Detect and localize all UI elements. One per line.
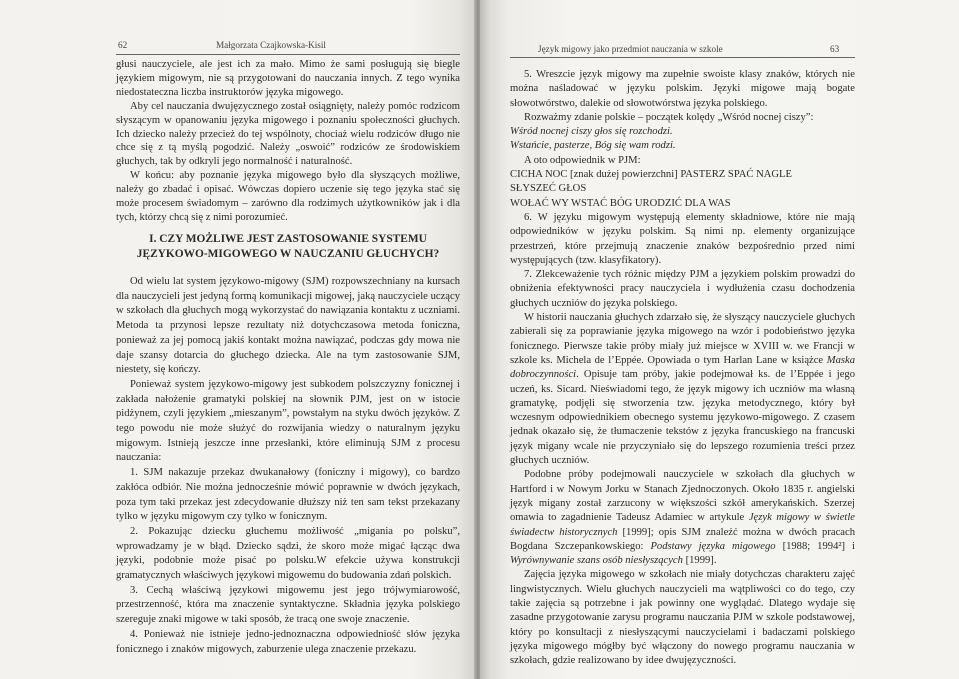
paragraph-text: [1988; 1994²] i (782, 540, 855, 552)
pjm-gloss-line: SŁYSZEĆ GŁOS (510, 183, 587, 195)
book-title: Wyrównywanie szans osób niesłyszących (510, 555, 683, 567)
book-title: Podstawy języka migowego (650, 540, 776, 552)
intro-paragraph: Aby cel nauczania dwujęzycznego został osiągnięty, należy pomóc rodzicom słyszącym w opanowaniu języka migowego i poznaniu społeczności głuchych. Ich dziecko należy przecież do tej wspólnoty, chociaż wielu rodziców długo nie chce się z tą myślą pogodzić. Należy „oswoić” rodziców ze środowiskiem głuchych, tak by odkryli jego normalność i naturalność. (116, 100, 460, 168)
pjm-intro: A oto odpowiednik w PJM: (524, 154, 641, 166)
header-rule-left (116, 54, 460, 55)
section-heading (116, 232, 460, 262)
running-head-left: Małgorzata Czajkowska-Kisil (216, 40, 326, 50)
paragraph-text: Podobne próby podejmowali nauczyciele w szkołach dla głuchych w Hartford i w Nowym Jorku w Stanach Zjednoczonych. Około 1835 r. angielski język migany został zarzucony w większości szkół amerykańskich. Szerzej omawia to zagadnienie Tadeusz Adamiec w artykule (510, 469, 855, 524)
book-title: Maska dobroczynności (510, 354, 855, 381)
intro-paragraph: W końcu: aby poznanie języka migowego było dla słyszących możliwe, należy go zbadać i opisać. Wówczas dopiero uczenie się tego języka stać się może procesem świadomym – zarówno dla rodzimych użytkowników jak i dla tych, którzy chcą się z nimi porozumieć. (116, 170, 460, 223)
list-item: 3. Cechą właściwą językowi migowemu jest jego trójwymiarowość, przestrzenność, która ma znaczenie syntaktyczne. Składnia języka polskiego szereguje znaki migowe w taki sposób, że tracą one swoje znaczenie. (116, 584, 460, 626)
section-body (116, 275, 460, 657)
right-page (480, 0, 959, 679)
list-item: 7. Zlekceważenie tych różnic między PJM a językiem polskim prowadzi do obniżenia efektywności pracy nauczyciela i wydłużenia czasu dochodzenia głuchych uczniów do języka polskiego. (510, 269, 855, 309)
list-item: 5. Wreszcie język migowy ma zupełnie swoiste klasy znaków, których nie można naśladować w języku polskim. Języki migowe mają bogate słowotwórstwo, dalekie od słowotwórstwa języka polskiego. (510, 69, 855, 109)
list-item: 6. W języku migowym występują elementy składniowe, które nie mają odpowiedników w języku polskim. Są nimi np. elementy organizujące przestrzeń, które przejmują znaczenie znaków bezpośrednio przed nimi występujących (tzw. klasyfikatory). (510, 211, 855, 266)
section-heading-line-1: I. CZY MOŻLIWE JEST ZASTOSOWANIE SYSTEMU (149, 233, 427, 245)
body-paragraph: Od wielu lat system językowo-migowy (SJM) rozpowszechniany na kursach dla nauczycieli jest jedyną formą komunikacji migowej, jaką nauczyciele uczący w szkołach dla głuchych mogą wykorzystać do nawiązania kontaktu z uczniami. Metoda ta przynosi lepsze rezultaty niż dotychczasowa metoda foniczna, ponieważ za jej pomocą jakiś kontakt można nawiązać, podczas gdy mowa nie daje szansy dotarcia do głuchego dziecka. Ale na tym zastosowanie SJM, niestety, się kończy. (116, 276, 460, 376)
list-item-continued: Rozważmy zdanie polskie – początek kolędy „Wśród nocnej ciszy”: (524, 111, 814, 123)
running-head-right: Język migowy jako przedmiot nauczania w szkole (538, 44, 723, 54)
paragraph-text: [1999]. (685, 555, 717, 567)
carol-line: Wstańcie, pasterze, Bóg się wam rodzi. (510, 140, 676, 152)
pjm-gloss-line: CICHA NOC [znak dużej powierzchni] PASTERZ SPAĆ NAGLE (510, 169, 792, 181)
paragraph-text: [1999]; opis SJM znaleźć można w dwóch pracach Bogdana Szczepankowskiego: (510, 526, 855, 552)
list-item: 2. Pokazując dziecku głuchemu możliwość „migania po polsku”, wprowadzamy je w błąd. Dziecko sądzi, że skoro może migać łącząc dwa języki, podobnie może pisać po polsku.W efekcie używa konstrukcji gramatycznych właściwych językowi migowemu do budowania zdań polskich. (116, 525, 460, 582)
carol-line: Wśród nocnej ciszy głos się rozchodzi. (510, 126, 673, 138)
article-title: Język migowy w świetle świadectw historycznych (510, 512, 855, 538)
intro-paragraph: głusi nauczyciele, ale jest ich za mało. Mimo że sami posługują się biegle językiem migowym, nie są przygotowani do nauczania innych. Z tego wynika niedostateczna liczba instruktorów języka migowego. (116, 59, 460, 98)
list-item: 1. SJM nakazuje przekaz dwukanałowy (foniczny i migowy), co bardzo zakłóca odbiór. Nie można jednocześnie mówić poprawnie w dwóch językach, poza tym taki przekaz jest zdecydowanie dłuższy niż ten sam tekst przekazany tylko w języku migowym czy tylko w fonicznym. (116, 467, 460, 523)
section-heading-line-2: JĘZYKOWO-MIGOWEGO W NAUCZANIU GŁUCHYCH? (136, 248, 440, 260)
body-paragraph: Zajęcia języka migowego w szkołach nie miały dotychczas charakteru zajęć lingwistycznych. Wielu głuchych nauczycieli ma wątpliwości co do tego, czy takie zajęcia są potrzebne i jak powinny one wyglądać. Dlatego wydaje się zasadne przygotowanie zarysu programu nauczania PJM w szkole podstawowej, który po konsultacji z niesłyszącymi nauczycielami i badaczami polskiego języka migowego mógłby być włączony do nowego programu nauczania w szkołach, gdzie realizowano by idee dwujęzyczności. (510, 569, 855, 667)
body-paragraph (510, 468, 855, 568)
body-paragraph: Ponieważ system językowo-migowy jest subkodem polszczyzny fonicznej i zakłada nałożenie gramatyki polskiej na słownik PJM, jest on w istocie pidżynem, czyli językiem „mieszanym”, powstałym na styku dwóch języków. Z tego powodu nie może służyć do rozwijania wiedzy o naturalnym języku migowym. Istnieją jeszcze inne przesłanki, które eliminują SJM z procesu nauczania: (116, 378, 460, 464)
page-number-right: 63 (830, 44, 840, 54)
left-page (0, 0, 478, 679)
header-rule-right (510, 57, 855, 58)
list-item: 4. Ponieważ nie istnieje jedno-jednoznaczna odpowiedniość słów języka fonicznego i znaków migowych, zaburzenie ulega znaczenie przekazu. (116, 628, 460, 655)
intro-text (116, 58, 460, 225)
page-number-left: 62 (118, 40, 128, 50)
right-body (510, 68, 855, 668)
pjm-gloss-line: WOŁAĆ WY WSTAĆ BÓG URODZIĆ DLA WAS (510, 197, 731, 209)
body-paragraph (510, 311, 855, 468)
paragraph-text: . Opisuje tam próby, jakie podejmował ks. de l’Eppée i jego uczeń, ks. Sicard. Nieświadomi tego, że język migowy ich uczniów ma własną gramatykę, podjęli się stworzenia tzw. języka metodycznego, który był wczesnym odpowiednikiem obecnego systemu językowo-migowego. Z czasem jednak okazało się, że tłumaczenie tekstów z języka francuskiego na francuski język migany wcale nie przyczyniało się do lepszego rozumienia treści przez głuchych uczniów. (510, 369, 855, 467)
paragraph-text: W historii nauczania głuchych zdarzało się, że słyszący nauczyciele głuchych zabierali się za poprawianie języka migowego na wzór i podobieństwo języka fonicznego. Pierwsze takie próby miały już miejsce w XVIII w. we Francji w szkole ks. Michela de l’Eppée. Opowiada o tym Harlan Lane w książce (510, 312, 855, 366)
